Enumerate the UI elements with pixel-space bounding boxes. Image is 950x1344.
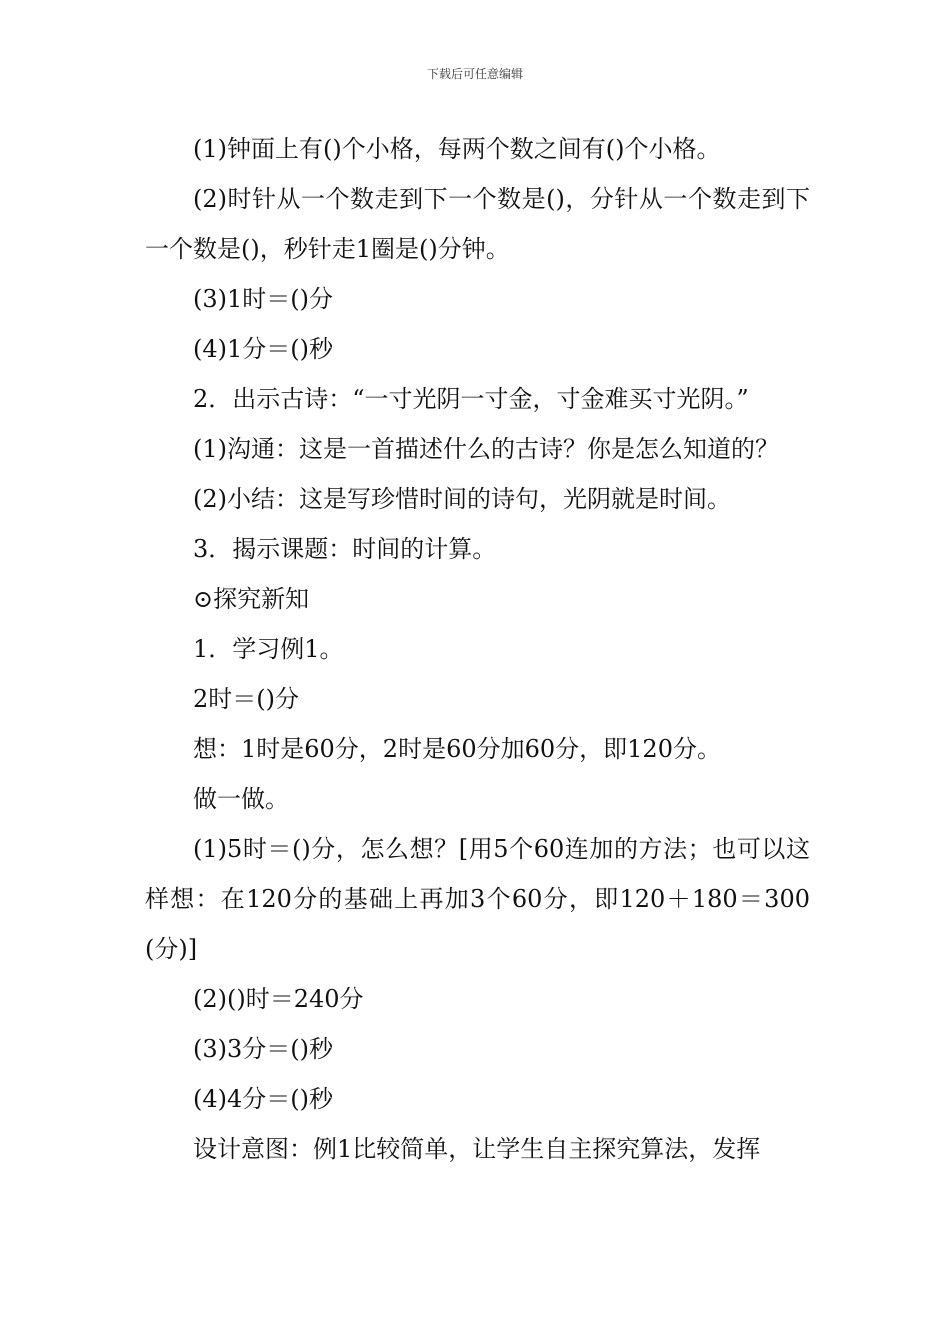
paragraph: (2)时针从一个数走到下一个数是()，分针从一个数走到下一个数是()，秒针走1圈是()分钟。 (145, 185, 810, 263)
paragraph: (3)1时＝()分 (193, 285, 333, 313)
document-body (145, 124, 810, 1174)
section-heading: ⊙探究新知 (193, 585, 310, 613)
paragraph: 1．学习例1。 (193, 635, 344, 663)
paragraph: (1)5时＝()分，怎么想？[用5个60连加的方法；也可以这样想：在120分的基础上再加3个60分，即120＋180＝300(分)] (145, 835, 810, 963)
paragraph: 设计意图：例1比较简单，让学生自主探究算法，发挥 (193, 1135, 761, 1163)
paragraph: 2．出示古诗：“一寸光阴一寸金，寸金难买寸光阴。” (193, 385, 749, 413)
paragraph: 2时＝()分 (193, 685, 299, 713)
paragraph: 想：1时是60分，2时是60分加60分，即120分。 (193, 735, 721, 763)
paragraph: 3．揭示课题：时间的计算。 (193, 535, 497, 563)
paragraph: (4)4分＝()秒 (193, 1085, 333, 1113)
paragraph: (2)()时＝240分 (193, 985, 364, 1013)
paragraph: (1)钟面上有()个小格，每两个数之间有()个小格。 (193, 135, 721, 163)
paragraph: 做一做。 (193, 785, 289, 813)
paragraph: (2)小结：这是写珍惜时间的诗句，光阴就是时间。 (193, 485, 731, 513)
paragraph: (3)3分＝()秒 (193, 1035, 333, 1063)
paragraph: (4)1分＝()秒 (193, 335, 333, 363)
paragraph: (1)沟通：这是一首描述什么的古诗？你是怎么知道的？ (193, 435, 779, 463)
page-header: 下载后可任意编辑 (426, 67, 523, 81)
